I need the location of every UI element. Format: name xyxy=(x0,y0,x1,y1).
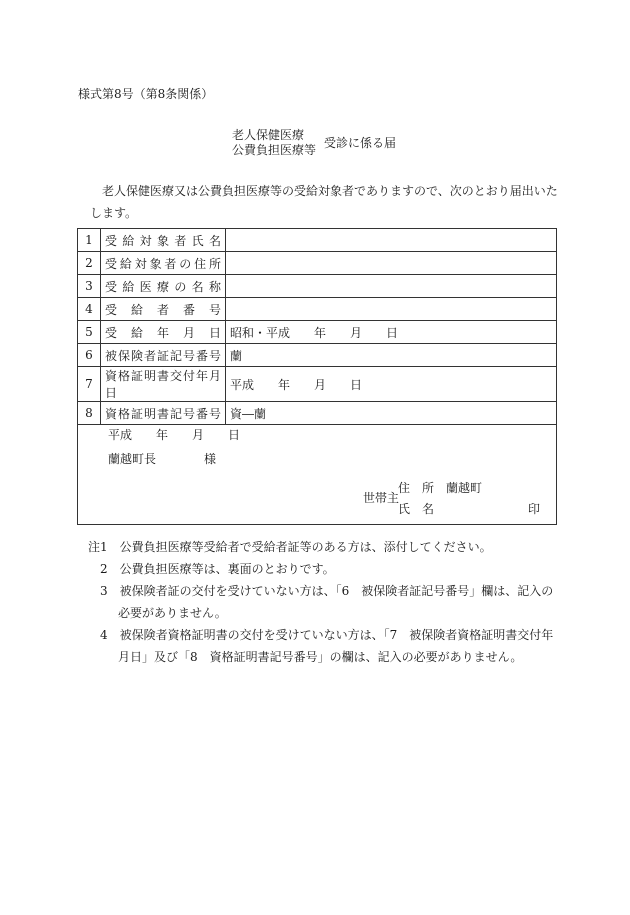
row-number: 8 xyxy=(78,402,101,425)
signature-date: 平成 年 月 日 xyxy=(108,428,241,442)
note-item: 2 公費負担医療等は、裏面のとおりです。 xyxy=(100,562,335,576)
row-number: 6 xyxy=(78,344,101,367)
form-row xyxy=(78,321,557,344)
row-number: 5 xyxy=(78,321,101,344)
form-row xyxy=(78,367,557,402)
row-value-field[interactable] xyxy=(226,229,557,252)
row-number: 2 xyxy=(78,252,101,275)
note-item: 注1 公費負担医療等受給者で受給者証等のある方は、添付してください。 xyxy=(88,540,492,554)
row-value-field[interactable] xyxy=(226,298,557,321)
householder-address-label: 住 所 蘭越町 xyxy=(398,481,483,495)
householder-name-label: 氏 名 xyxy=(398,502,435,516)
form-row xyxy=(78,298,557,321)
title-line-1: 老人保健医療 xyxy=(232,128,305,142)
row-value-field[interactable] xyxy=(226,252,557,275)
form-table xyxy=(77,228,557,425)
row-value-field[interactable]: 資―蘭 xyxy=(226,402,557,425)
row-value-field[interactable] xyxy=(226,275,557,298)
row-value-field[interactable]: 昭和・平成 年 月 日 xyxy=(226,321,557,344)
row-number: 1 xyxy=(78,229,101,252)
page-title: 受診に係る届 xyxy=(324,136,397,150)
note-item: 4 被保険者資格証明書の交付を受けていない方は、「7 被保険者資格証明書交付年月日」及び「8 資格証明書記号番号」の欄は、記入の必要がありません。 xyxy=(100,628,554,664)
row-label: 受給年月日 xyxy=(101,321,226,344)
title-line-2: 公費負担医療等 xyxy=(232,143,317,157)
row-label: 受給対象者の住所 xyxy=(101,252,226,275)
row-label: 資格証明書交付年月日 xyxy=(101,367,226,402)
row-label: 受給対象者氏名 xyxy=(101,229,226,252)
row-number: 4 xyxy=(78,298,101,321)
form-row xyxy=(78,229,557,252)
title-block xyxy=(232,128,316,158)
signature-box xyxy=(77,413,557,525)
row-label: 受給者番号 xyxy=(101,298,226,321)
form-row xyxy=(78,344,557,367)
row-value-field[interactable]: 平成 年 月 日 xyxy=(226,367,557,402)
row-label: 受給医療の名称 xyxy=(101,275,226,298)
row-label: 資格証明書記号番号 xyxy=(101,402,226,425)
note-item: 3 被保険者証の交付を受けていない方は、「6 被保険者証記号番号」欄は、記入の必要がありません。 xyxy=(100,584,554,620)
form-row xyxy=(78,252,557,275)
row-label: 被保険者証記号番号 xyxy=(101,344,226,367)
row-value-field[interactable]: 蘭 xyxy=(226,344,557,367)
row-number: 3 xyxy=(78,275,101,298)
householder-role: 世帯主 xyxy=(363,491,400,505)
intro-text: 老人保健医療又は公費負担医療等の受給対象者でありますので、次のとおり届出いたします。 xyxy=(90,184,558,220)
seal-mark: 印 xyxy=(528,502,541,516)
notes xyxy=(88,536,558,668)
form-row xyxy=(78,275,557,298)
form-number: 様式第8号（第8条関係） xyxy=(78,87,214,101)
addressee: 蘭越町長 様 xyxy=(108,452,217,466)
row-number: 7 xyxy=(78,367,101,402)
